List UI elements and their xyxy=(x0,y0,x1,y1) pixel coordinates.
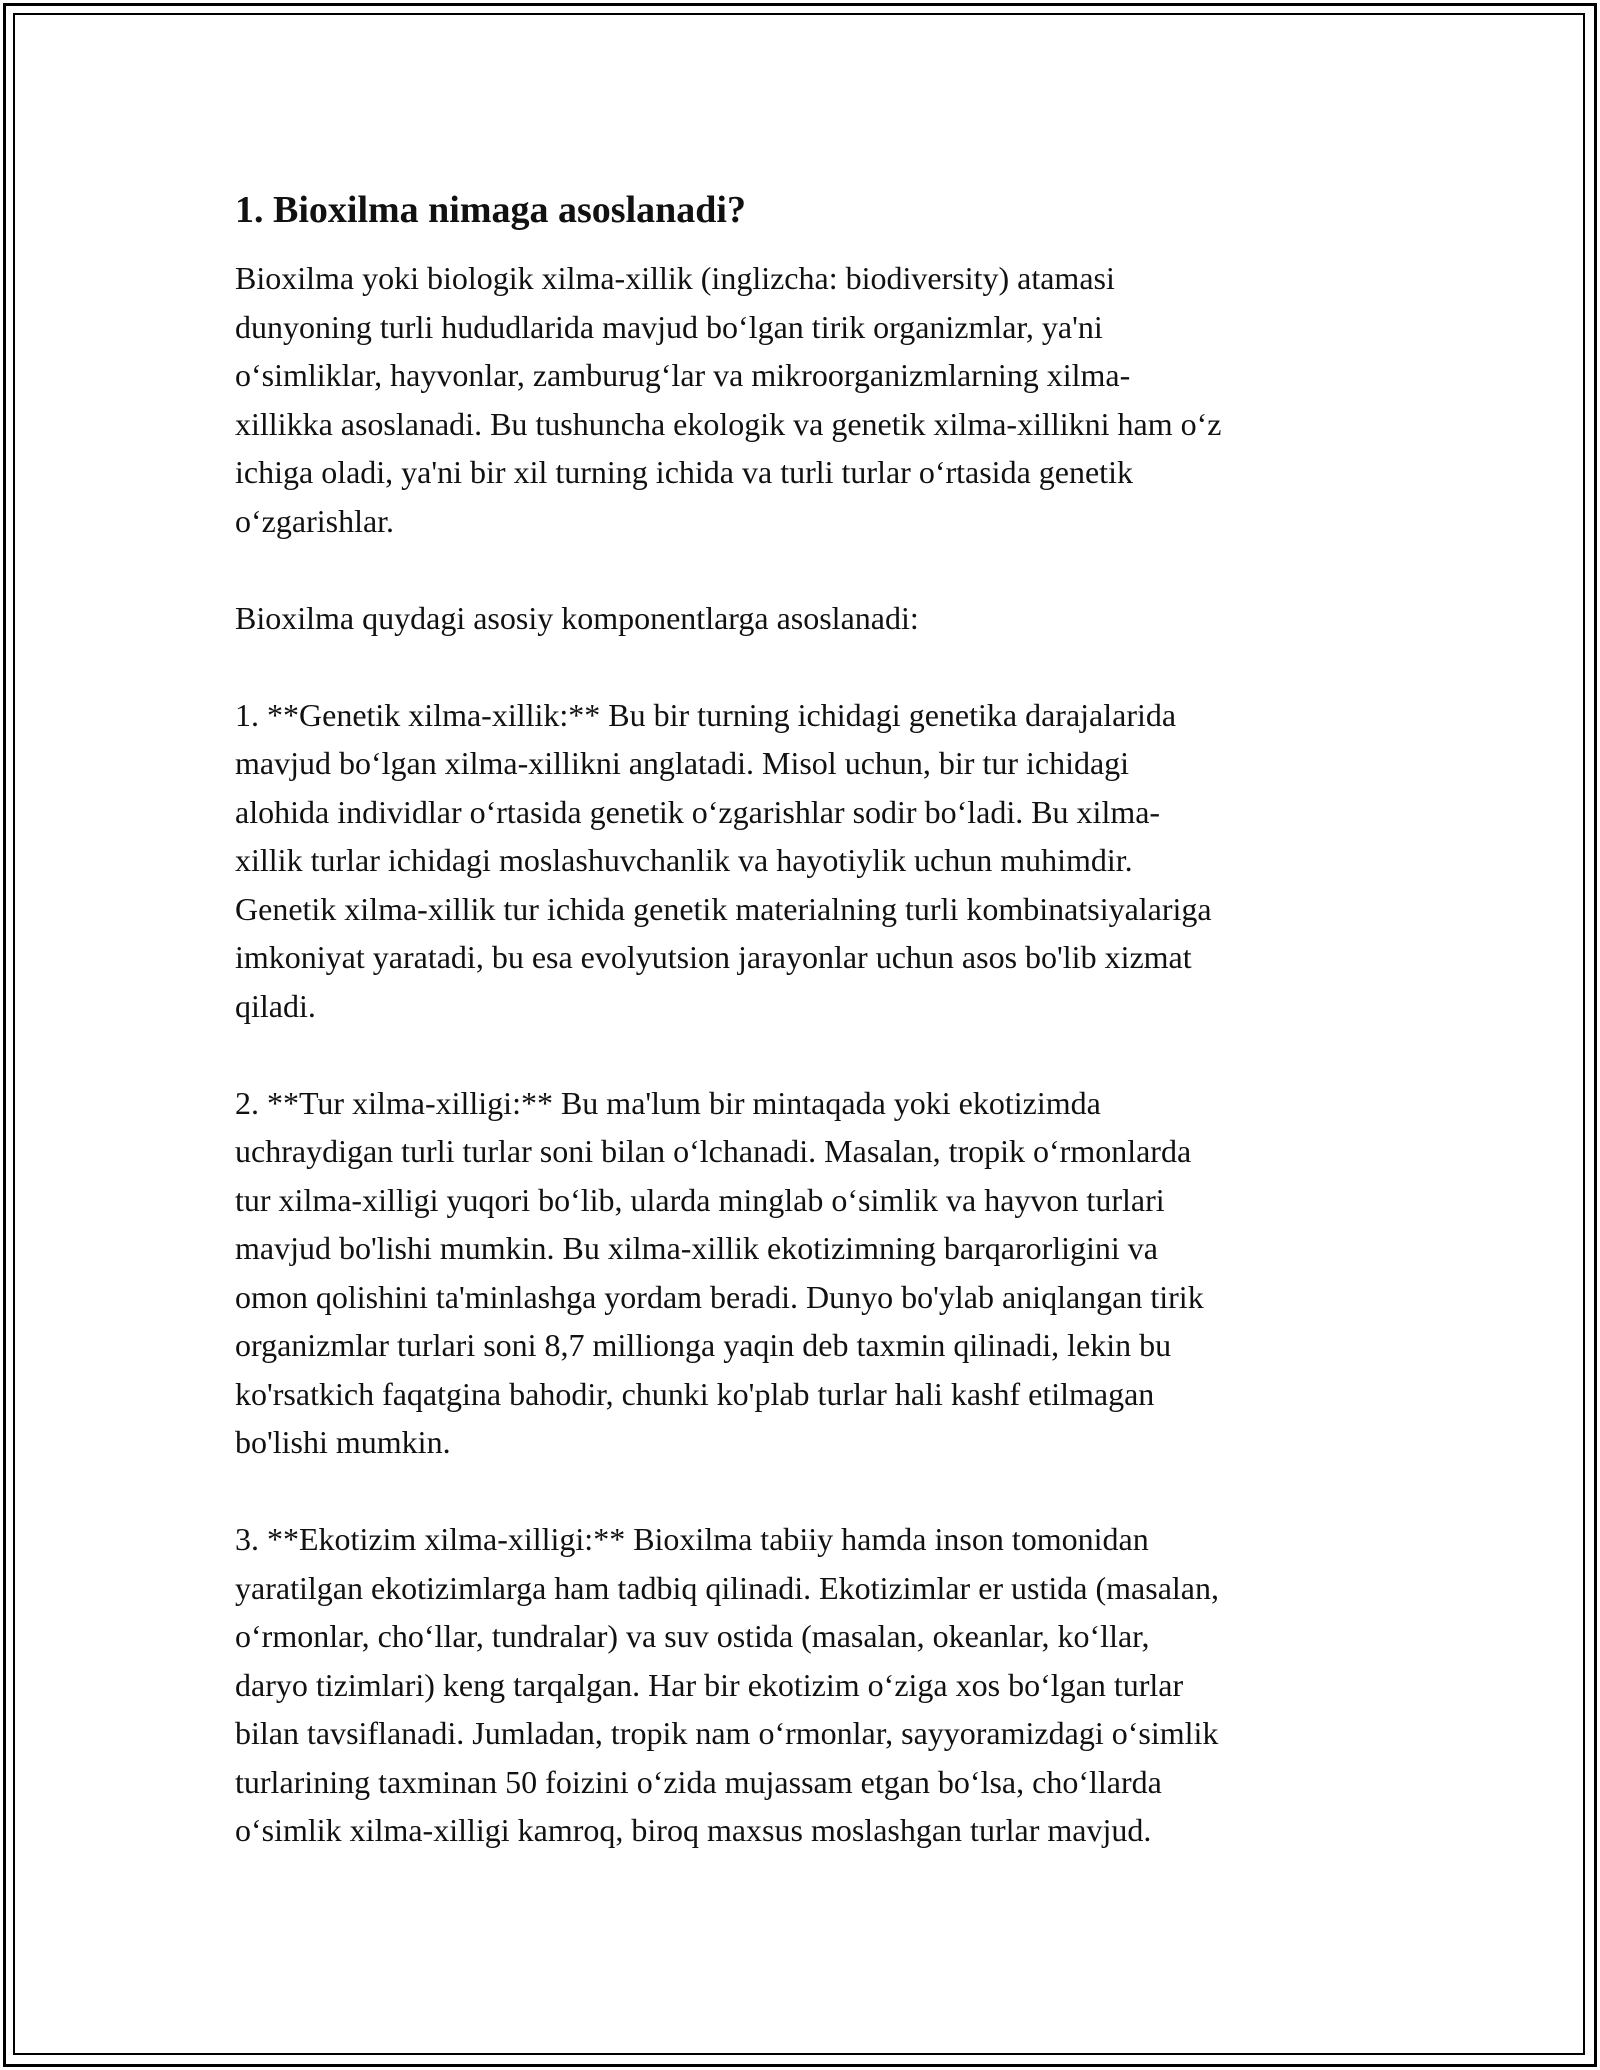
ecosystem-diversity-paragraph: 3. **Ekotizim xilma-xilligi:** Bioxilma tabiiy hamda inson tomonidan yaratilgan ekotizimlarga ham tadbiq qilinadi. Ekotizimlar er ustida (masalan, oʻrmonlar, choʻllar, tundralar) va suv ostida (masalan, okeanlar, koʻllar, daryo tizimlari) keng tarqalgan. Har bir ekotizim oʻziga xos boʻlgan turlar bilan tavsiflanadi. Jumladan, tropik nam oʻrmonlar, sayyoramizdagi oʻsimlik turlarining taxminan 50 foizini oʻzida mujassam etgan boʻlsa, choʻllarda oʻsimlik xilma-xilligi kamroq, biroq maxsus moslashgan turlar mavjud. xyxy=(235,1521,1219,1848)
section-heading: 1. Bioxilma nimaga asoslanadi? xyxy=(235,189,746,231)
components-intro-paragraph: Bioxilma quydagi asosiy komponentlarga asoslanadi: xyxy=(235,599,919,636)
intro-paragraph: Bioxilma yoki biologik xilma-xillik (inglizcha: biodiversity) atamasi dunyoning turli hududlarida mavjud boʻlgan tirik organizmlar, ya'ni oʻsimliklar, hayvonlar, zamburugʻlar va mikroorganizmlarning xilma- xillikka asoslanadi. Bu tushuncha ekologik va genetik xilma-xillikni ham oʻz ichiga oladi, ya'ni bir xil turning ichida va turli turlar oʻrtasida genetik oʻzgarishlar. xyxy=(235,260,1222,539)
document-body xyxy=(235,186,1385,1903)
genetic-diversity-paragraph: 1. **Genetik xilma-xillik:** Bu bir turning ichidagi genetika darajalarida mavjud boʻlgan xilma-xillikni anglatadi. Misol uchun, bir tur ichidagi alohida individlar oʻrtasida genetik oʻzgarishlar sodir boʻladi. Bu xilma- xillik turlar ichidagi moslashuvchanlik va hayotiylik uchun muhimdir. Genetik xilma-xillik tur ichida genetik materialning turli kombinatsiyalariga imkoniyat yaratadi, bu esa evolyutsion jarayonlar uchun asos bo'lib xizmat qiladi. xyxy=(235,696,1212,1024)
species-diversity-paragraph: 2. **Tur xilma-xilligi:** Bu ma'lum bir mintaqada yoki ekotizimda uchraydigan turli turlar soni bilan oʻlchanadi. Masalan, tropik oʻrmonlarda tur xilma-xilligi yuqori boʻlib, ularda minglab oʻsimlik va hayvon turlari mavjud bo'lishi mumkin. Bu xilma-xillik ekotizimning barqarorligini va omon qolishini ta'minlashga yordam beradi. Dunyo bo'ylab aniqlangan tirik organizmlar turlari soni 8,7 millionga yaqin deb taxmin qilinadi, lekin bu ko'rsatkich faqatgina bahodir, chunki ko'plab turlar hali kashf etilmagan bo'lishi mumkin. xyxy=(235,1084,1204,1460)
